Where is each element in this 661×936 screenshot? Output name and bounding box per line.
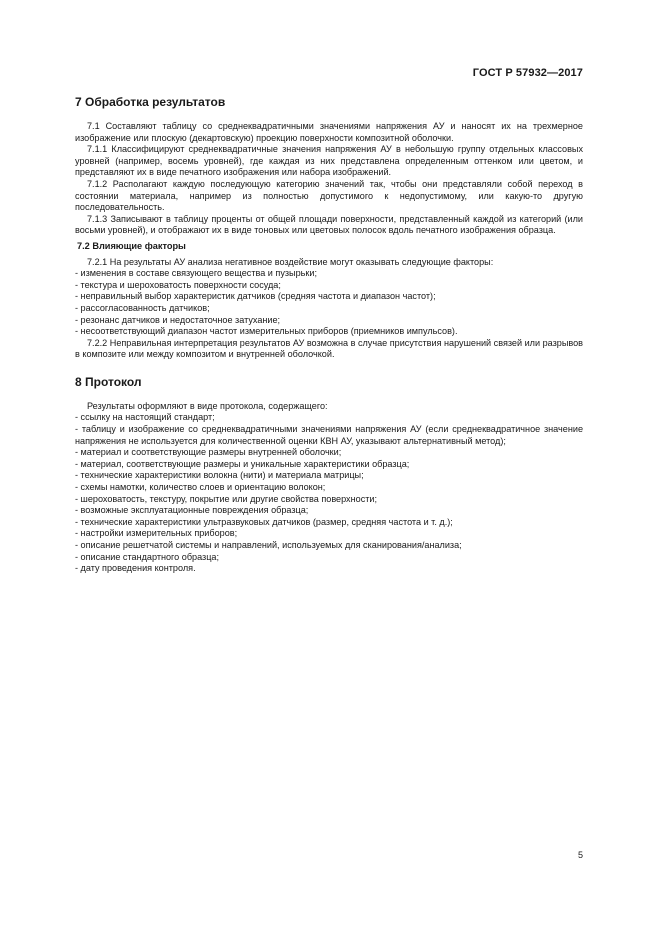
paragraph-7-2-1: 7.2.1 На результаты АУ анализа негативное воздействие могут оказывать следующие факторы: [87,256,494,267]
list-item: - настройки измерительных приборов; [75,528,238,539]
paragraph-7-1-1: 7.1.1 Классифицируют среднеквадратичные значения напряжения АУ в небольшую группу отдельных классовых уровней (например, восемь уровней), где каждая из них представлена определенным оттенком или цветом, и представляют их в виде печатного изображения или набора изображений. [75,144,583,178]
section-8-intro: Результаты оформляют в виде протокола, содержащего: [87,400,328,411]
list-item: - изменения в составе связующего вещества и пузырьки; [75,268,317,279]
list-item: - схемы намотки, количество слоев и ориентацию волокон; [75,482,326,493]
section-8-title: 8 Протокол [75,374,142,389]
list-item: - технические характеристики ультразвуковых датчиков (размер, средняя частота и т. д.); [75,516,453,527]
paragraph-7-2-2: 7.2.2 Неправильная интерпретация результатов АУ возможна в случае присутствия нарушений связей или разрывов в композите или между композитом и внутренней оболочкой. [75,337,583,360]
list-item: - описание стандартного образца; [75,551,220,562]
list-item: - дату проведения контроля. [75,563,196,574]
list-item: - текстура и шероховатость поверхности сосуда; [75,279,281,290]
list-item: - материал, соответствующие размеры и уникальные характеристики образца; [75,458,410,469]
list-item: - описание решетчатой системы и направлений, используемых для сканирования/анализа; [75,540,462,550]
list-item: - возможные эксплуатационные повреждения образца; [75,505,309,516]
subsection-7-2-title: 7.2 Влияющие факторы [77,240,186,251]
document-code: ГОСТ Р 57932—2017 [472,67,583,79]
list-item: - неправильный выбор характеристик датчиков (средняя частота и диапазон частот); [75,291,436,302]
list-item: - рассогласованность датчиков; [75,302,210,313]
paragraph-7-1-3: 7.1.3 Записывают в таблицу проценты от общей площади поверхности, представленный каждой из категорий (или восьми уровней), и отображают их в виде тоновых или цветовых полосок вдоль печатного изображения образца. [75,213,583,236]
page-number: 5 [577,850,583,860]
page-content [75,95,583,575]
list-item: - шероховатость, текстуру, покрытие или другие свойства поверхности; [75,493,378,504]
paragraph-7-1: 7.1 Составляют таблицу со среднеквадратичными значениями напряжения АУ и наносят их на трехмерное изображение или плоскую (декартовскую) проекцию поверхности композитной оболочки. [75,121,583,143]
list-item: - таблицу и изображение со среднеквадратичными значениями напряжения АУ (если среднеквадратичное значение напряжения не используется для количественной оценки КВН АУ, указывают альтернативный метод); [75,424,583,446]
list-item: - материал и соответствующие размеры внутренней оболочки; [75,447,342,458]
paragraph-7-1-2: 7.1.2 Располагают каждую последующую категорию значений так, чтобы они представляли собой переход в состоянии материала, например из полностью допустимого к недопустимому, или какую-то другую последовательность. [75,178,583,213]
section-7-title: 7 Обработка результатов [75,95,226,109]
list-item: - технические характеристики волокна (нити) и материала матрицы; [75,470,364,481]
list-item: - несоответствующий диапазон частот измерительных приборов (приемников импульсов). [75,326,458,337]
list-item: - резонанс датчиков и недостаточное затухание; [75,314,281,325]
list-item: - ссылку на настоящий стандарт; [75,412,215,423]
